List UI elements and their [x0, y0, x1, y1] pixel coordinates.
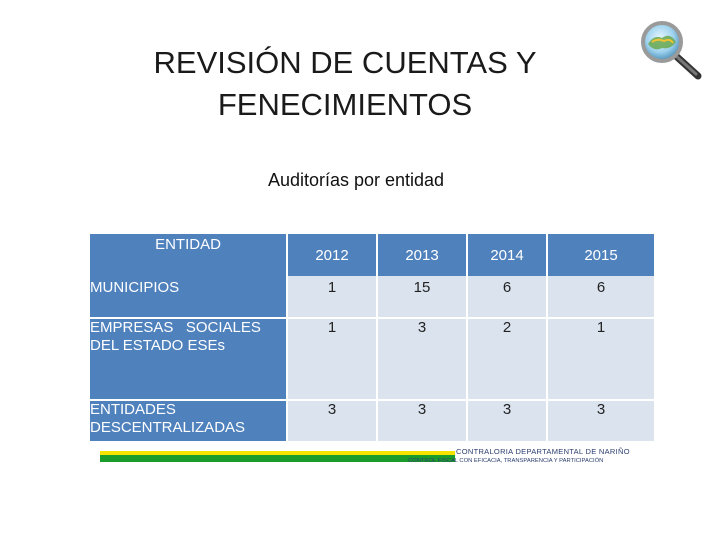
entity-line-2: DESCENTRALIZADAS: [90, 419, 246, 436]
header-entidad: ENTIDAD: [90, 234, 287, 276]
cell-value: 3: [547, 400, 654, 442]
cell-value: 3: [377, 318, 467, 400]
header-2015: 2015: [547, 234, 654, 276]
cell-value: 1: [287, 276, 377, 318]
title-line-2: FENECIMIENTOS: [217, 87, 473, 122]
footer-motto: CONTROL FISCAL CON EFICACIA, TRANSPARENCIA Y PARTICIPACIÓN: [408, 458, 604, 464]
cell-value: 1: [287, 318, 377, 400]
footer-bar-green: [100, 455, 455, 462]
table-row: [90, 400, 654, 442]
row-entity-empresas-sociales: [90, 318, 287, 400]
cell-value: 3: [467, 400, 547, 442]
header-2013: 2013: [377, 234, 467, 276]
cell-value: 6: [547, 276, 654, 318]
audits-table: [90, 234, 654, 443]
magnifying-glass-icon: [632, 20, 710, 82]
entity-line-1: ENTIDADES: [90, 401, 176, 418]
cell-value: 3: [287, 400, 377, 442]
slide-title: [60, 42, 630, 126]
table-row: [90, 276, 654, 318]
header-2012: 2012: [287, 234, 377, 276]
subtitle: Auditorías por entidad: [267, 170, 445, 190]
table-row: [90, 318, 654, 400]
cell-value: 2: [467, 318, 547, 400]
entity-line-2: DEL ESTADO ESEs: [90, 337, 226, 354]
cell-value: 1: [547, 318, 654, 400]
row-entity-municipios: MUNICIPIOS: [90, 276, 287, 318]
row-entity-descentralizadas: [90, 400, 287, 442]
entity-line-1: EMPRESAS SOCIALES: [90, 319, 261, 336]
table-header-row: [90, 234, 654, 276]
title-line-1: REVISIÓN DE CUENTAS Y: [153, 45, 537, 80]
header-2014: 2014: [467, 234, 547, 276]
cell-value: 3: [377, 400, 467, 442]
cell-value: 6: [467, 276, 547, 318]
footer-org: CONTRALORIA DEPARTAMENTAL DE NARIÑO: [456, 447, 630, 456]
cell-value: 15: [377, 276, 467, 318]
